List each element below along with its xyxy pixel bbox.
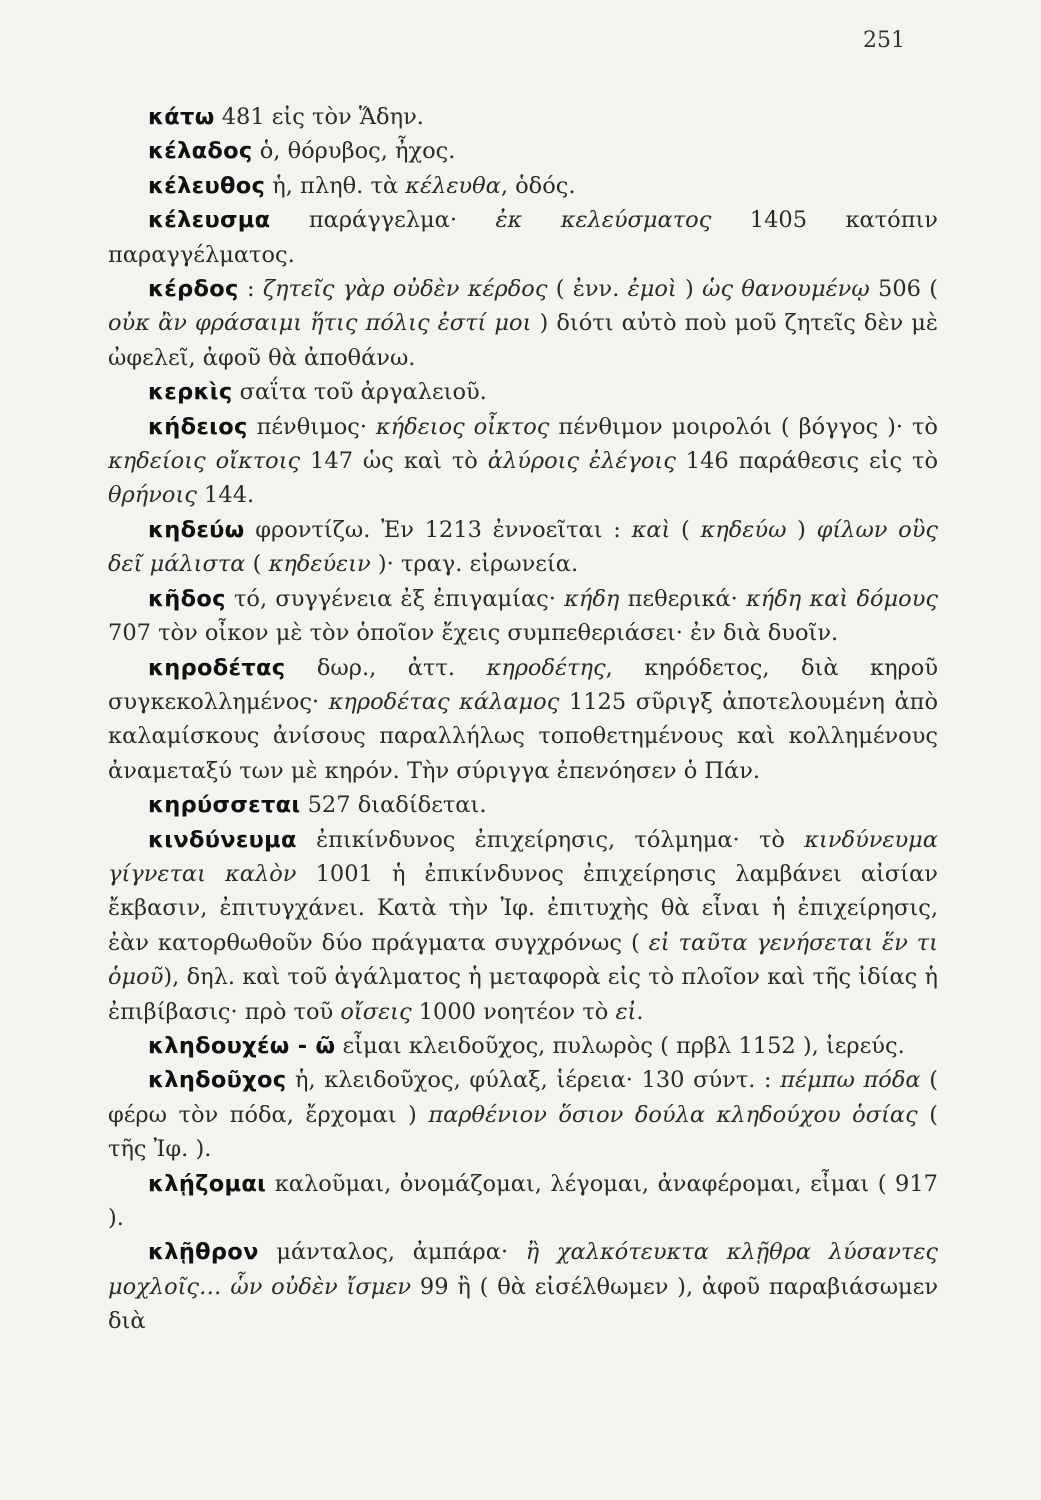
dictionary-entry <box>108 272 938 375</box>
entry-text: )· τραγ. εἰρωνεία. <box>370 551 579 578</box>
entry-text: 1000 νοητέον τὸ <box>411 998 616 1025</box>
entry-text: ἡ, κλειδοῦχος, φύλαξ, ἱέρεια· 130 σύντ. : <box>286 1067 781 1094</box>
entry-text: μάνταλος, ἀμπάρα· <box>258 1239 526 1266</box>
entry-citation: ζητεῖς γὰρ οὐδὲν κέρδος <box>262 276 548 303</box>
entry-headword: κέρδος <box>148 276 239 303</box>
entry-text: . <box>636 998 644 1025</box>
entry-citation: κηδεύειν <box>268 551 371 578</box>
dictionary-entry <box>108 651 938 789</box>
entry-citation: φίλων οὓς δεῖ μάλιστα <box>108 516 938 578</box>
entry-text: 506 ( <box>869 276 939 303</box>
entry-text: ( ἐνν. <box>547 276 628 303</box>
entry-text: 146 παράθεσις εἰς τὸ <box>675 448 938 475</box>
entry-citation: κηδείοις οἴκτοις <box>108 448 301 475</box>
entry-citation: ἐμοὶ <box>627 276 677 303</box>
entry-text: 144. <box>196 482 255 509</box>
entry-text: ), δηλ. καὶ τοῦ ἀγάλματος ἡ μεταφορὰ εἰς τὸ πλοῖον καὶ τῆς ἰδίας ἡ ἐπιβίβασις· πρὸ τοῦ <box>108 964 938 1025</box>
dictionary-entry <box>108 375 938 409</box>
entry-headword: κληδουχέω - ῶ <box>148 1032 336 1059</box>
entry-text: 1125 σῦριγξ ἀποτελουμένη ἀπὸ καλαμίσκους ἀνίσους παραλλήλως τοποθετημένους καὶ κολλημένους ἀναμεταξύ των μὲ κηρόν. Τὴν σύριγγα ἐπενόησεν ὁ Πάν. <box>108 688 938 784</box>
entry-text: πένθιμος· <box>247 413 376 440</box>
entry-text: , κηρόδετος, διὰ κηροῦ συγκεκολλημένος· <box>108 654 939 715</box>
dictionary-entry <box>108 1029 938 1063</box>
entry-headword: κηροδέτας <box>148 654 286 681</box>
entry-text: ὁ, θόρυβος, ἦχος. <box>252 138 456 165</box>
entry-citation: ἐκ κελεύσματος <box>495 207 712 234</box>
entry-headword: κάτω <box>148 104 215 130</box>
entry-text: φροντίζω. Ἐν 1213 ἐννοεῖται : <box>244 516 632 543</box>
dictionary-entry <box>108 410 938 513</box>
entry-text: ἡ, πληθ. τὰ <box>265 172 406 199</box>
entry-text: καλοῦμαι, ὀνομάζομαι, λέγομαι, ἀναφέρομαι, εἶμαι ( 917 ). <box>108 1170 938 1231</box>
entry-headword: κηρύσσεται <box>148 792 301 819</box>
entry-headword: κλῄζομαι <box>148 1170 267 1197</box>
dictionary-entry <box>108 513 938 582</box>
entry-text: 147 ὡς καὶ τὸ <box>300 448 488 475</box>
entry-citation: κήδη καὶ δόμους <box>745 585 938 612</box>
entry-text: 1405 κατόπιν παραγγέλματος. <box>108 207 938 268</box>
entry-citation: εἰ <box>615 998 637 1025</box>
dictionary-entry <box>108 1167 938 1236</box>
dictionary-entry <box>108 582 938 651</box>
entry-headword: κήδειος <box>148 413 248 440</box>
entry-citation: θρήνοις <box>108 482 197 509</box>
entry-text: 481 εἰς τὸν Ἅδην. <box>214 104 424 130</box>
dictionary-entry <box>108 1063 938 1166</box>
entry-citation: καὶ <box>631 516 671 543</box>
entry-citation: κηροδέτας κάλαμος <box>328 688 560 715</box>
entry-text: πεθερικά· <box>619 585 746 612</box>
entry-headword: κλῇθρον <box>148 1239 259 1266</box>
entry-citation: παρθένιον ὅσιον δούλα κληδούχου ὁσίας <box>428 1101 918 1128</box>
entry-text: 527 διαδίδεται. <box>300 792 487 819</box>
entry-text: πένθιμον μοιρολόι ( βόγγος )· τὸ <box>549 413 938 440</box>
entry-headword: κληδοῦχος <box>148 1067 287 1094</box>
entry-text: παράγγελμα· <box>270 207 496 234</box>
dictionary-entry <box>108 134 938 168</box>
entry-text: ) διότι αὐτὸ ποὺ μοῦ ζητεῖς δὲν μὲ ὠφελεῖ, ἀφοῦ θὰ ἀποθάνω. <box>108 310 938 371</box>
entry-citation: ἢ χαλκότευκτα κλῇθρα λύσαντες μοχλοῖς… ὧν οὐδὲν ἴσμεν <box>108 1239 938 1300</box>
entry-text: ( <box>245 551 269 578</box>
entry-headword: κέλευσμα <box>148 207 271 234</box>
entry-text: : <box>238 276 263 303</box>
dictionary-entry <box>108 788 938 822</box>
entry-headword: κέλαδος <box>148 138 253 165</box>
entry-citation: οἴσεις <box>340 998 412 1025</box>
entry-text: τό, συγγένεια ἐξ ἐπιγαμίας· <box>225 585 565 612</box>
entry-citation: κηδεύω <box>700 516 787 543</box>
entry-text: ) <box>676 276 703 303</box>
entry-text: ) <box>786 516 817 543</box>
entry-text: ( φέρω τὸν πόδα, ἔρχομαι ) <box>108 1067 938 1128</box>
entry-citation: πέμπω πόδα <box>780 1067 921 1094</box>
entry-headword: κηδεύω <box>148 516 245 543</box>
dictionary-entry <box>108 100 938 134</box>
entry-citation: κήδη <box>564 585 620 612</box>
entry-citation: κέλευθα <box>405 172 501 199</box>
entry-text: , ὁδός. <box>500 172 576 199</box>
entry-text: 707 τὸν οἶκον μὲ τὸν ὁποῖον ἔχεις συμπεθεριάσει· ἐν διὰ δυοῖν. <box>108 620 839 647</box>
entry-text: δωρ., ἀττ. <box>285 654 487 681</box>
entry-text: ( <box>670 516 701 543</box>
entry-text: 99 ἢ ( θὰ εἰσέλθωμεν ), ἀφοῦ παραβιάσωμεν διὰ <box>108 1273 938 1335</box>
page-number: 251 <box>863 28 905 53</box>
entry-citation: ὡς θανουμένῳ <box>702 276 870 303</box>
dictionary-entry <box>108 169 938 203</box>
entry-headword: κινδύνευμα <box>148 826 297 853</box>
entry-text: εἶμαι κλειδοῦχος, πυλωρὸς ( πρβλ 1152 ), ἱερεύς. <box>335 1032 905 1059</box>
entry-text: ἐπικίνδυνος ἐπιχείρησις, τόλμημα· τὸ <box>296 826 805 853</box>
entry-headword: κέλευθος <box>148 172 266 199</box>
entry-citation: κινδύνευμα γίγνεται καλὸν <box>108 826 938 887</box>
dictionary-entries <box>108 100 938 1339</box>
entry-citation: οὐκ ἂν φράσαιμι ἥτις πόλις ἐστί μοι <box>108 310 532 337</box>
entry-headword: κῆδος <box>148 585 226 612</box>
entry-headword: κερκὶς <box>148 379 233 406</box>
entry-citation: κηροδέτης <box>486 654 606 681</box>
dictionary-entry <box>108 823 938 1029</box>
entry-text: ( τῆς Ἰφ. ). <box>108 1101 939 1163</box>
entry-citation: εἰ ταῦτα γενήσεται ἕν τι ὁμοῦ <box>108 929 938 991</box>
dictionary-entry <box>108 1235 938 1338</box>
dictionary-entry <box>108 203 938 272</box>
entry-text: 1001 ἡ ἐπικίνδυνος ἐπιχείρησις λαμβάνει αἰσίαν ἔκβασιν, ἐπιτυγχάνει. Κατὰ τὴν Ἰφ. ἐπιτυχὴς θὰ εἶναι ἡ ἐπιχείρησις, ἐὰν κατορθωθοῦν δύο πράγματα συγχρόνως ( <box>108 860 938 956</box>
entry-text: σαΐτα τοῦ ἀργαλειοῦ. <box>232 379 487 406</box>
entry-citation: ἀλύροις ἐλέγοις <box>487 448 676 475</box>
entry-citation: κήδειος οἶκτος <box>375 413 550 440</box>
